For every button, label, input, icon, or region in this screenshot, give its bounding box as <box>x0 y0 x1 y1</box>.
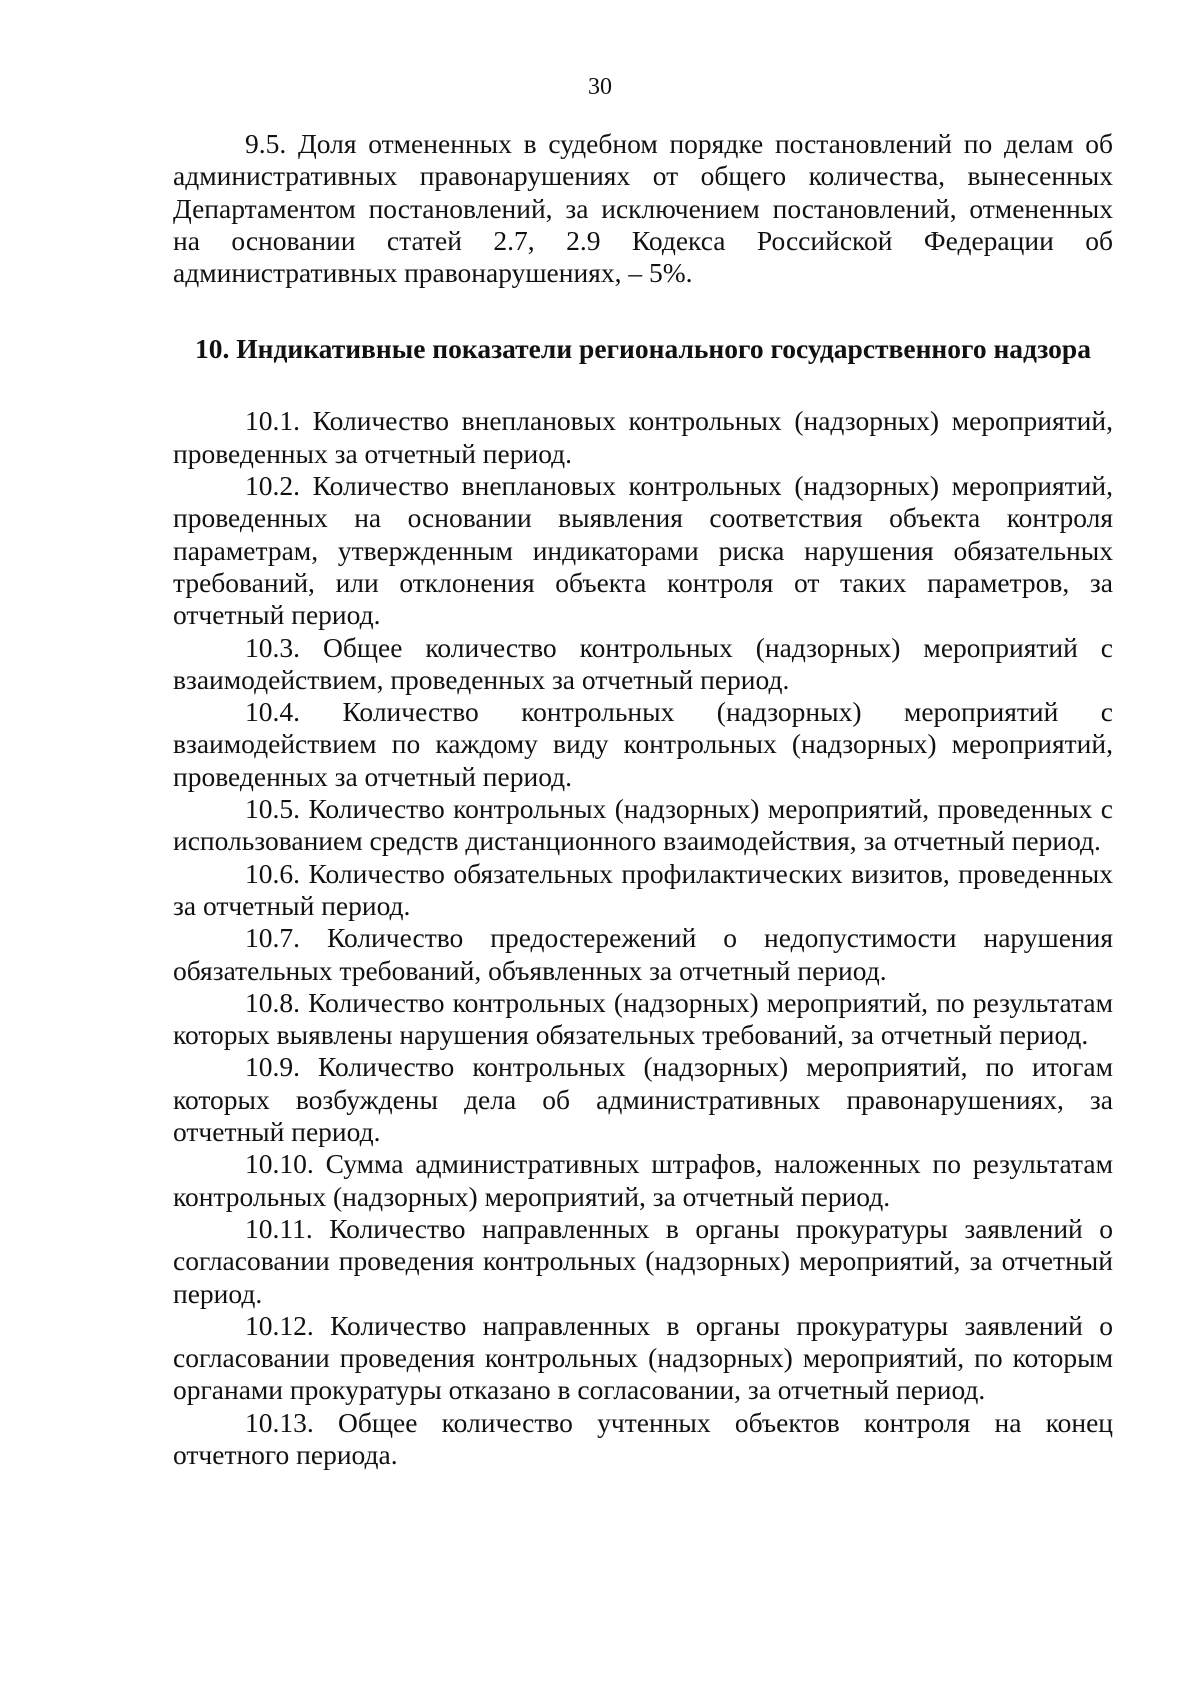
document-body <box>173 128 1113 1471</box>
paragraph-10-13: 10.13. Общее количество учтенных объектов контроля на конец отчетного периода. <box>173 1406 1113 1470</box>
paragraph-10-3: 10.3. Общее количество контрольных (надзорных) мероприятий с взаимодействием, проведенных за отчетный период. <box>173 631 1113 695</box>
paragraph-10-8: 10.8. Количество контрольных (надзорных) мероприятий, по результатам которых выявлены нарушения обязательных требований, за отчетный период. <box>173 986 1113 1051</box>
paragraph-10-1: 10.1. Количество внеплановых контрольных (надзорных) мероприятий, проведенных за отчетный период. <box>173 405 1113 469</box>
paragraph-10-7: 10.7. Количество предостережений о недопустимости нарушения обязательных требований, объявленных за отчетный период. <box>173 922 1113 986</box>
section-heading: 10. Индикативные показатели регионального государственного надзора <box>195 333 1091 365</box>
paragraph-10-11: 10.11. Количество направленных в органы прокуратуры заявлений о согласовании проведения контрольных (надзорных) мероприятий, за отчетный период. <box>173 1212 1113 1309</box>
paragraph-9-5: 9.5. Доля отмененных в судебном порядке постановлений по делам об административных правонарушениях от общего количества, вынесенных Департаментом постановлений, за исключением постановлений, отмененных на основании статей 2.7, 2.9 Кодекса Российской Федерации об административных правонарушениях, – 5%. <box>173 128 1113 289</box>
paragraph-10-5: 10.5. Количество контрольных (надзорных) мероприятий, проведенных с использованием средств дистанционного взаимодействия, за отчетный период. <box>173 793 1113 857</box>
paragraph-10-9: 10.9. Количество контрольных (надзорных) мероприятий, по итогам которых возбуждены дела об административных правонарушениях, за отчетный период. <box>173 1051 1113 1148</box>
paragraph-10-12: 10.12. Количество направленных в органы прокуратуры заявлений о согласовании проведения контрольных (надзорных) мероприятий, по которым органами прокуратуры отказано в согласовании, за отчетный период. <box>173 1309 1113 1406</box>
paragraph-10-6: 10.6. Количество обязательных профилактических визитов, проведенных за отчетный период. <box>173 857 1113 921</box>
paragraph-10-10: 10.10. Сумма административных штрафов, наложенных по результатам контрольных (надзорных) мероприятий, за отчетный период. <box>173 1148 1113 1212</box>
page-number: 30 <box>588 74 612 100</box>
paragraph-10-4: 10.4. Количество контрольных (надзорных) мероприятий с взаимодействием по каждому виду контрольных (надзорных) мероприятий, проведенных за отчетный период. <box>173 696 1113 792</box>
paragraph-10-2: 10.2. Количество внеплановых контрольных (надзорных) мероприятий, проведенных на основании выявления соответствия объекта контроля параметрам, утвержденным индикаторами риска нарушения обязательных требований, или отклонения объекта контроля от таких параметров, за отчетный период. <box>173 470 1113 631</box>
